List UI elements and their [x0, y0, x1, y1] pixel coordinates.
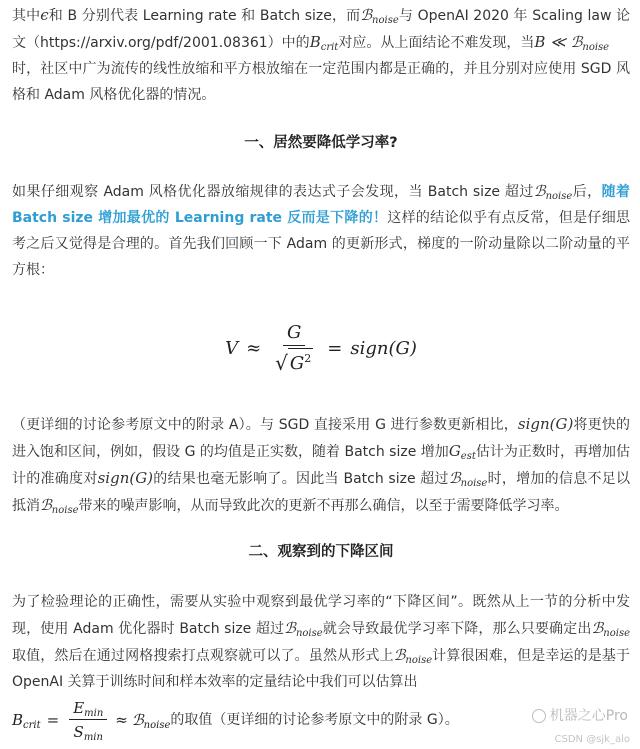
text: 对应。从上面结论不难发现，当: [338, 35, 535, 51]
text: 与 OpenAI 2020 年 Scaling law 论文（https://arxiv.org/pdf/2001.08361）中的: [12, 8, 630, 51]
watermark: [532, 703, 628, 729]
text: 带来的噪声影响，从而导致此次的更新不再那么确信，以至于需要降低学习率。: [78, 498, 569, 514]
text: 为了检验理论的正确性，需要从实验中观察到最优学习率的“下降区间”。既然从上一节的分析中发现，使用 Adam 优化器时 Batch size 超过: [12, 594, 630, 637]
text: 其中: [12, 8, 41, 24]
equation-b-crit: [12, 699, 170, 742]
eq2-fraction: [69, 699, 107, 742]
math-inequality: B ≪ ℬ$_{noise}$: [534, 33, 610, 53]
math-b-noise: ℬ$_{noise}$: [591, 619, 630, 639]
text: 时，社区中广为流传的线性放缩和平方根放缩在一定范围内都是正确的，并且分别对应使用 SGD 风格和 Adam 风格优化器的情况。: [12, 61, 630, 103]
text: 和 B 分别代表 Learning rate 和 Batch size，而: [48, 8, 361, 24]
eq2-numerator: $E_{min}$: [69, 699, 107, 720]
eq-denominator: [275, 346, 313, 377]
highlighted-conclusion: 随着 Batch size 增加最优的 Learning rate 反而是下降的！: [12, 184, 631, 226]
watermark-csdn: CSDN @sjk_alo: [554, 734, 630, 745]
text: 如果仔细观察 Adam 风格优化器放缩规律的表达式子会发现，当 Batch size 超过: [12, 184, 534, 200]
eq-rhs: sign(G): [350, 338, 417, 359]
math-b-noise: ℬ$_{noise}$: [393, 646, 433, 666]
watermark-text: 机器之心Pro: [549, 708, 628, 724]
eq-numerator: G: [283, 322, 305, 346]
eq2-equals: =: [46, 711, 60, 729]
text: （更详细的讨论参考原文中的附录 A）。与 SGD 直接采用 G 进行参数更新相比，: [12, 417, 518, 433]
math-sign-g: sign(G): [517, 415, 574, 433]
math-b-noise: ℬ$_{noise}$: [284, 619, 323, 639]
sqrt-symbol: √ $G^2$: [275, 348, 313, 374]
eq2-approx: ≈: [115, 711, 128, 729]
eq-lhs: V: [225, 338, 239, 359]
math-sign-g: sign(G): [97, 469, 154, 487]
paragraph-sign: [12, 411, 630, 519]
math-b-noise: ℬ$_{noise}$: [40, 496, 79, 516]
section-heading-1: 一、居然要降低学习率?: [244, 135, 398, 151]
eq2-lhs: $B_{crit}$: [12, 711, 41, 731]
text: 计算很困难，但是幸运的是基于 OpenAI 关算于训练时间和样本效率的定量结论中我们可以估算出: [12, 648, 631, 690]
math-g-est: $G_{est}$: [448, 442, 476, 462]
eq-equals: =: [327, 338, 343, 359]
text: 将更快的进入饱和区间，例如，假设 G 的均值是正实数，随着 Batch size 增加: [12, 417, 630, 460]
eq-fraction: [275, 322, 313, 377]
text: 的取值（更详细的讨论参考原文中的附录 G）。: [170, 712, 459, 728]
paragraph-intro: [12, 2, 630, 108]
eq-approx: ≈: [246, 338, 262, 359]
paragraph-adam: [12, 178, 630, 283]
math-b-noise: ℬ$_{noise}$: [360, 6, 399, 26]
text: 就会导致最优学习率下降，那么只要确定出: [322, 621, 592, 637]
math-b-noise: ℬ$_{noise}$: [533, 182, 573, 202]
text: 取值，然后在通过网格搜索打点观察就可以了。虽然从形式上: [12, 648, 394, 664]
math-b-noise: ℬ$_{noise}$: [448, 469, 488, 489]
eq2-rhs: ℬ$_{noise}$: [131, 711, 171, 731]
math-epsilon: ϵ: [40, 6, 49, 24]
text: 估计为正数时，再增加估计的准确度对: [12, 444, 630, 487]
equation-adam-update: [12, 317, 630, 381]
math-b-crit: $B_{crit}$: [309, 33, 339, 53]
eq2-denominator: $S_{min}$: [73, 722, 103, 743]
text: 的结果也毫无影响了。因此当 Batch size 超过: [153, 471, 449, 487]
wechat-logo-icon: [532, 709, 546, 723]
paragraph-experiment: [12, 589, 630, 695]
text: 时，增加的信息不足以抵消: [12, 471, 630, 514]
section-heading-2: 二、观察到的下降区间: [248, 544, 394, 560]
text: 后，: [572, 184, 602, 200]
text: 这样的结论似乎有点反常，但是仔细思考之后又觉得是合理的。首先我们回顾一下 Adam 的更新形式，梯度的一阶动量除以二阶动量的平方根：: [12, 210, 630, 278]
